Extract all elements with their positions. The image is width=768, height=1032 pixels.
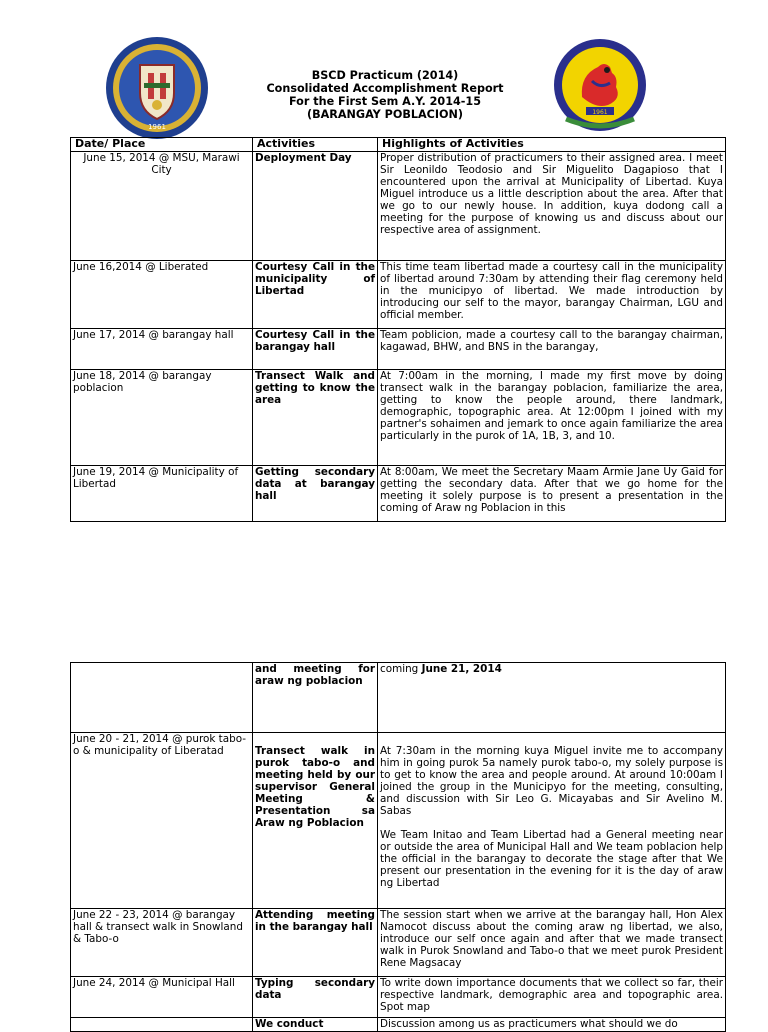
- highlight-cell: This time team libertad made a courtesy call in the municipality of libertad around 7:30am by attending their flag ceremony held in the municipyo of libertad. We made introduction by introducing our self to the mayor, barangay Chairman, LGU and official member.: [378, 261, 726, 329]
- accomplishment-table-continued: [70, 662, 726, 1032]
- svg-text:1961: 1961: [592, 109, 608, 116]
- table-row: [71, 261, 726, 329]
- activity-cell: Courtesy Call in the barangay hall: [253, 329, 378, 370]
- date-cell: June 16,2014 @ Liberated: [71, 261, 253, 329]
- date-cell: June 24, 2014 @ Municipal Hall: [71, 977, 253, 1018]
- title-line: BSCD Practicum (2014): [311, 69, 459, 82]
- highlight-cell: At 8:00am, We meet the Secretary Maam Armie Jane Uy Gaid for getting the secondary data. After that we go home for the meeting it solely purpose is to present a presentation in the coming of Araw ng Poblacion in this: [378, 466, 726, 522]
- table-row: [71, 466, 726, 522]
- activity-cell: Transect walk in purok tabo-o and meeting held by our supervisor General Meeting & Presentation sa Araw ng Poblacion: [253, 733, 378, 909]
- highlight-text: At 7:30am in the morning kuya Miguel invite me to accompany him in going purok 5a namely purok tabo-o, my solely purpose is to get to know the area and people around. At around 10:00am I joined the group in the Municipyo for the meeting, consulting, and discussion with Sir Leo G. Micayabas and Sir Avelino M. Sabas: [380, 745, 723, 817]
- highlight-cell: Team poblicion, made a courtesy call to the barangay chairman, kagawad, BHW, and BNS in the barangay,: [378, 329, 726, 370]
- highlight-cell: Discussion among us as practicumers what should we do: [378, 1018, 726, 1032]
- table-row: [71, 733, 726, 909]
- date-cell: June 19, 2014 @ Municipality of Libertad: [71, 466, 253, 522]
- table-header-row: [71, 138, 726, 152]
- date-cell: [71, 1018, 253, 1032]
- svg-text:1961: 1961: [148, 123, 166, 131]
- highlight-date: June 21, 2014: [421, 663, 502, 675]
- highlight-text: coming: [380, 663, 422, 675]
- university-seal-logo: [552, 37, 648, 133]
- activity-cell: Courtesy Call in the municipality of Libertad: [253, 261, 378, 329]
- date-cell: June 22 - 23, 2014 @ barangay hall & transect walk in Snowland & Tabo-o: [71, 909, 253, 977]
- report-title: [230, 69, 540, 121]
- activity-cell: Typing secondary data: [253, 977, 378, 1018]
- table-row: [71, 663, 726, 733]
- activity-cell: and meeting for araw ng poblacion: [253, 663, 378, 733]
- title-line: Consolidated Accomplishment Report: [266, 82, 504, 95]
- date-cell: June 17, 2014 @ barangay hall: [71, 329, 253, 370]
- table-row: [71, 329, 726, 370]
- highlight-cell: [378, 733, 726, 909]
- accomplishment-table: [70, 137, 726, 522]
- highlight-cell: Proper distribution of practicumers to their assigned area. I meet Sir Leonildo Teodosio and Sir Miguelito Dagapioso that I encountered upon the arrival at Municipality of Libertad. Kuya Miguel introduce us a little description about the area. After that we go to our newly house. In addition, kuya dodong call a meeting for the purpose of knowing us and discuss about our respective area of assignment.: [378, 152, 726, 261]
- activity-cell: Transect Walk and getting to know the area: [253, 370, 378, 466]
- activity-cell: Attending meeting in the barangay hall: [253, 909, 378, 977]
- activity-cell: Getting secondary data at barangay hall: [253, 466, 378, 522]
- title-line: (BARANGAY POBLACION): [306, 108, 464, 121]
- table-row: [71, 370, 726, 466]
- activity-cell: We conduct: [253, 1018, 378, 1032]
- highlight-cell: [378, 663, 726, 733]
- date-cell: June 15, 2014 @ MSU, Marawi City: [71, 152, 253, 261]
- table-row: [71, 977, 726, 1018]
- table-row: [71, 1018, 726, 1032]
- column-header-date: Date/ Place: [71, 138, 253, 152]
- highlight-cell: At 7:00am in the morning, I made my first move by doing transect walk in the barangay poblacion, familiarize the area, getting to know the people around, there landmark, demographic, topographic area. At 12:00pm I joined with my partner's sohaimen and jemark to once again familiarize the area particularly in the purok of 1A, 1B, 3, and 10.: [378, 370, 726, 466]
- title-line: For the First Sem A.Y. 2014-15: [288, 95, 482, 108]
- date-cell: [71, 663, 253, 733]
- table-row: [71, 152, 726, 261]
- highlight-cell: To write down importance documents that we collect so far, their respective landmark, demographic area and topographic area. Spot map: [378, 977, 726, 1018]
- column-header-highlights: Highlights of Activities: [378, 138, 726, 152]
- date-cell: June 20 - 21, 2014 @ purok tabo-o & municipality of Liberatad: [71, 733, 253, 909]
- table-row: [71, 909, 726, 977]
- highlight-cell: The session start when we arrive at the barangay hall, Hon Alex Namocot discuss about the coming araw ng libertad, we also, introduce our self once again and after that we made transect walk in Purok Snowland and Tabo-o that we meet purok President Rene Magsacay: [378, 909, 726, 977]
- highlight-text: We Team Initao and Team Libertad had a General meeting near or outside the area of Municipal Hall and We team poblacion help the official in the barangay to decorate the stage after that We present our presentation in the evening for it is the day of araw ng Libertad: [380, 829, 723, 889]
- column-header-activities: Activities: [253, 138, 378, 152]
- date-cell: June 18, 2014 @ barangay poblacion: [71, 370, 253, 466]
- college-seal-logo: [104, 35, 210, 141]
- activity-cell: Deployment Day: [253, 152, 378, 261]
